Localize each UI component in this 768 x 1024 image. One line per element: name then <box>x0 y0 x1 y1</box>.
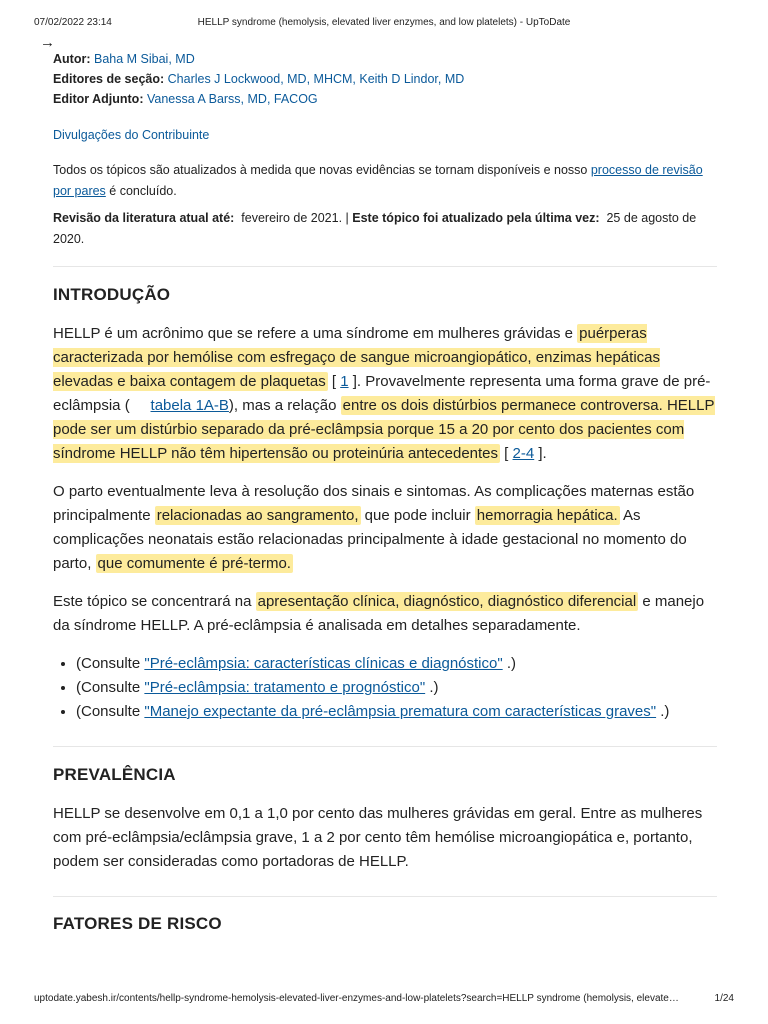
text: [ <box>500 445 513 462</box>
arrow-right-icon[interactable]: → <box>40 34 55 51</box>
prevalence-heading: PREVALÊNCIA <box>53 765 176 784</box>
prevalence-paragraph: HELLP se desenvolve em 0,1 a 1,0 por cento das mulheres grávidas em geral. Entre as mulheres com pré-eclâmpsia/eclâmpsia grave, 1 a 2 por cento têm hemólise microangiopática e, portanto, podem ser consideradas como portadoras de HELLP. <box>53 805 703 870</box>
intro-heading: INTRODUÇÃO <box>53 285 171 304</box>
update-info <box>53 160 717 202</box>
topic-link[interactable]: "Manejo expectante da pré-eclâmpsia prematura com características graves" <box>144 703 657 720</box>
text: [ <box>327 373 341 390</box>
author-label: Autor: <box>53 52 91 66</box>
reference-link[interactable]: 1 <box>340 373 349 390</box>
text: ]. Provavelmente representa uma forma grave de pré-eclâmpsia ( <box>53 373 711 414</box>
section-divider <box>53 746 717 747</box>
section-editors-line <box>53 69 717 89</box>
section-divider <box>53 266 717 267</box>
page-url: uptodate.yabesh.ir/contents/hellp-syndrome-hemolysis-elevated-liver-enzymes-and-low-platelets?search=HELLP syndrome (hemolysis, elevate… <box>34 993 679 1004</box>
text: .) <box>425 679 439 696</box>
intro-paragraph-3 <box>53 590 717 638</box>
text: (Consulte <box>76 655 145 672</box>
list-item <box>76 652 717 676</box>
topic-link[interactable]: "Pré-eclâmpsia: tratamento e prognóstico" <box>144 679 426 696</box>
deputy-editor-link[interactable]: Vanessa A Barss, MD, FACOG <box>146 92 318 106</box>
print-datetime: 07/02/2022 23:14 <box>34 17 112 28</box>
risk-factors-heading: FATORES DE RISCO <box>53 914 222 933</box>
page-number: 1/24 <box>714 993 734 1004</box>
peer-review-link[interactable]: processo de revisão por pares <box>53 163 703 198</box>
text: HELLP é um acrônimo que se refere a uma síndrome em mulheres grávidas e <box>53 325 578 342</box>
topic-link[interactable]: "Pré-eclâmpsia: características clínicas e diagnóstico" <box>144 655 503 672</box>
disclosures-link[interactable]: Divulgações do Contribuinte <box>53 128 210 142</box>
review-label: Revisão da literatura atual até: <box>53 211 235 225</box>
intro-paragraph-2 <box>53 480 717 576</box>
highlight: relacionadas ao sangramento, <box>156 507 359 524</box>
highlight: entre os dois distúrbios permanece controversa. HELLP pode ser um distúrbio separado da pré-eclâmpsia porque 15 a 20 por cento dos pacientes com síndrome HELLP não têm hipertensão ou proteinúria antecedentes <box>53 397 715 462</box>
revision-info <box>53 208 717 250</box>
see-also-list <box>53 652 717 724</box>
highlight: hemorragia hepática. <box>476 507 618 524</box>
update-text-end: é concluído. <box>105 184 177 198</box>
section-divider <box>53 896 717 897</box>
author-line <box>53 49 717 69</box>
print-header <box>34 17 734 31</box>
section-editors-link[interactable]: Charles J Lockwood, MD, MHCM, Keith D Lindor, MD <box>167 72 465 86</box>
deputy-editor-line <box>53 89 717 109</box>
text: (Consulte <box>76 679 145 696</box>
print-title: HELLP syndrome (hemolysis, elevated liver enzymes, and low platelets) - UpToDate <box>197 17 571 28</box>
text: (Consulte <box>76 703 145 720</box>
updated-date: 25 de agosto de 2020. <box>53 211 697 246</box>
updated-label: Este tópico foi atualizado pela última vez: <box>352 211 600 225</box>
text: As complicações neonatais estão relacionadas principalmente à idade gestacional no momento do parto, <box>53 507 687 572</box>
text: .) <box>502 655 517 672</box>
text: e manejo da síndrome HELLP. A pré-eclâmpsia é analisada em detalhes separadamente. <box>53 593 705 634</box>
text: Este tópico se concentrará na <box>53 593 256 610</box>
list-item <box>76 700 717 724</box>
list-item <box>76 676 717 700</box>
update-text: Todos os tópicos são atualizados à medida que novas evidências se tornam disponíveis e nosso <box>53 163 591 177</box>
table-link[interactable]: tabela 1A-B <box>150 397 229 414</box>
highlight: puérperas caracterizada por hemólise com esfregaço de sangue microangiopático, enzimas hepáticas elevadas e baixa contagem de plaquetas <box>53 325 660 390</box>
text: ]. <box>534 445 547 462</box>
highlight: apresentação clínica, diagnóstico, diagnóstico diferencial <box>257 593 637 610</box>
author-link[interactable]: Baha M Sibai, MD <box>93 52 195 66</box>
text: que pode incluir <box>360 507 475 524</box>
deputy-editor-label: Editor Adjunto: <box>53 92 144 106</box>
section-editors-label: Editores de seção: <box>53 72 165 86</box>
text: .) <box>656 703 670 720</box>
intro-paragraph-1 <box>53 322 717 466</box>
text: O parto eventualmente leva à resolução dos sinais e sintomas. As complicações maternas estão principalmente <box>53 483 695 524</box>
review-date: fevereiro de 2021. <box>241 211 343 225</box>
separator: | <box>345 211 349 225</box>
highlight: que comumente é pré-termo. <box>97 555 291 572</box>
reference-link[interactable]: 2-4 <box>512 445 535 462</box>
text: ), mas a relação <box>228 397 341 414</box>
topic-content <box>53 49 717 935</box>
